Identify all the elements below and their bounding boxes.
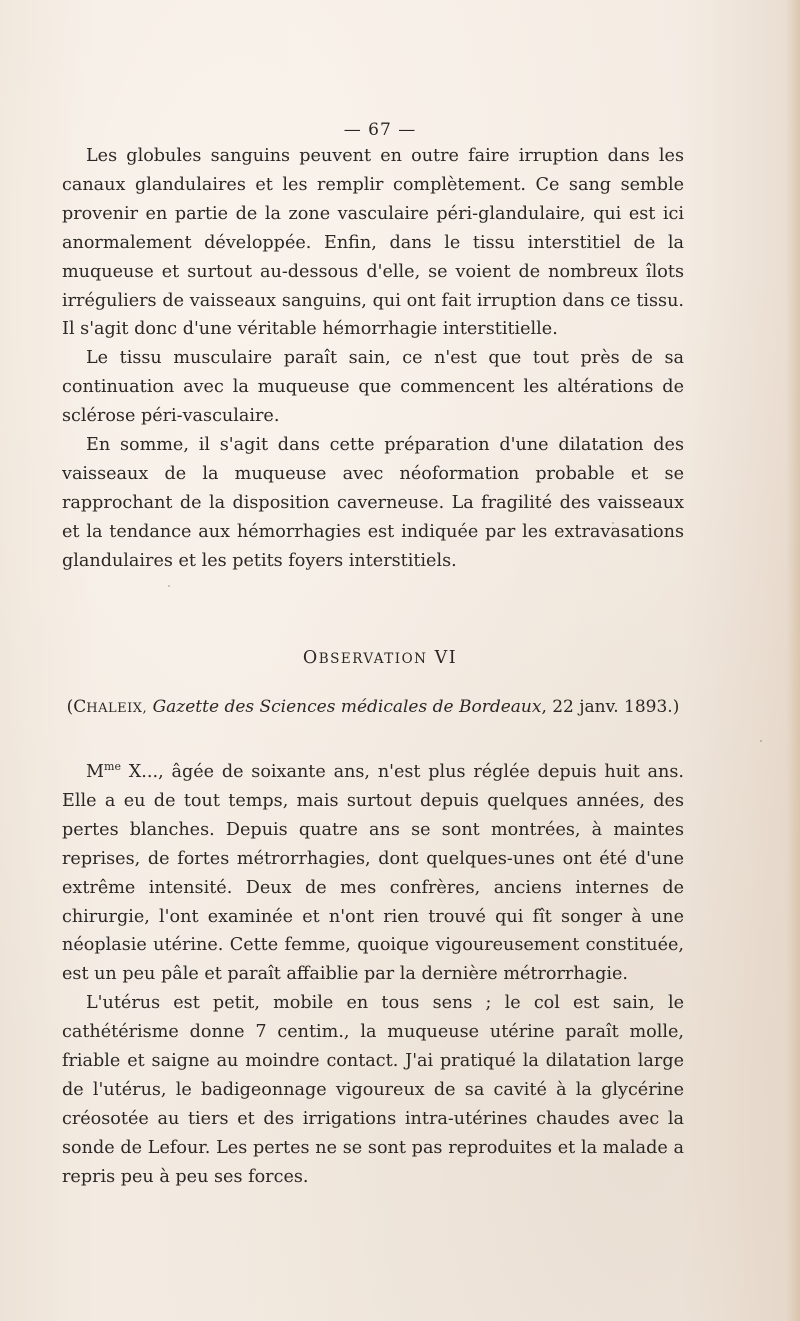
paper-speck [760, 740, 762, 742]
patient-history-text: X..., âgée de soixante ans, n'est plus réglée depuis huit ans. Elle a eu de tout temps, mais surtout depuis quelques années, des pertes blanches. Depuis quatre ans se sont montrées, à maintes reprises, de fortes métrorrhagies, dont quelques-unes ont été d'une extrême intensité. Deux de mes confrères, anciens internes de chirurgie, l'ont examinée et n'ont rien trouvé qui fît songer à une néoplasie utérine. Cette femme, quoique vigoureusement constituée, est un peu pâle et paraît affaiblie par la dernière métrorrhagie. [62, 762, 684, 985]
page-edge-shadow [786, 0, 800, 1321]
observation-body [62, 758, 684, 1192]
paper-speck [612, 522, 614, 524]
heading-number: VI [434, 648, 458, 668]
title-superscript: me [104, 760, 121, 774]
paragraph-tissu-musculaire: Le tissu musculaire paraît sain, ce n'est que tout près de sa continuation avec la muqueuse que commencent les altérations de sclérose péri-vasculaire. [62, 348, 684, 427]
paragraph-uterus-exam: L'utérus est petit, mobile en tous sens ; le col est sain, le cathétérisme donne 7 centim., la muqueuse utérine paraît molle, friable et saigne au moindre contact. J'ai pratiqué la dilatation large de l'utérus, le badigeonnage vigoureux de sa cavité à la glycérine créosotée au tiers et des irrigations intra-utérines chaudes avec la sonde de Lefour. Les pertes ne se sont pas reproduites et la malade a repris peu à peu ses forces. [62, 993, 684, 1187]
paragraph-globules: Les globules sanguins peuvent en outre faire irruption dans les canaux glandulaires et les remplir complètement. Ce sang semble provenir en partie de la zone vasculaire péri-glandulaire, qui est ici anormalement développée. Enfin, dans le tissu interstitiel de la muqueuse et surtout au-dessous d'elle, se voient de nombreux îlots irréguliers de vaisseaux sanguins, qui ont fait irruption dans ce tissu. Il s'agit donc d'une véritable hémorrhagie interstitielle. [62, 146, 684, 340]
paper-speck [430, 912, 432, 914]
heading-smallcaps: BSERVATION [318, 651, 428, 667]
citation-journal: Gazette des Sciences médicales de Bordeaux [152, 697, 542, 717]
heading-initial: O [302, 648, 319, 668]
citation-date: , 22 janv. 1893.) [541, 697, 680, 717]
paper-speck [168, 585, 170, 587]
paragraph-patient-history [62, 758, 684, 989]
body-text-top [62, 142, 684, 576]
observation-citation [62, 697, 684, 717]
observation-heading [0, 648, 760, 668]
citation-author-initial: C [73, 697, 87, 717]
citation-open: ( [66, 697, 74, 717]
paragraph-en-somme: En somme, il s'agit dans cette préparation d'une dilatation des vaisseaux de la muqueuse avec néoformation probable et se rapprochant de la disposition caverneuse. La fragilité des vaisseaux et la tendance aux hémorrhagies est indiquée par les extravasations glandulaires et les petits foyers interstitiels. [62, 435, 684, 571]
page-number: — 67 — [343, 120, 417, 140]
title-prefix: M [86, 762, 105, 782]
citation-author-rest: HALEIX, [86, 701, 148, 716]
